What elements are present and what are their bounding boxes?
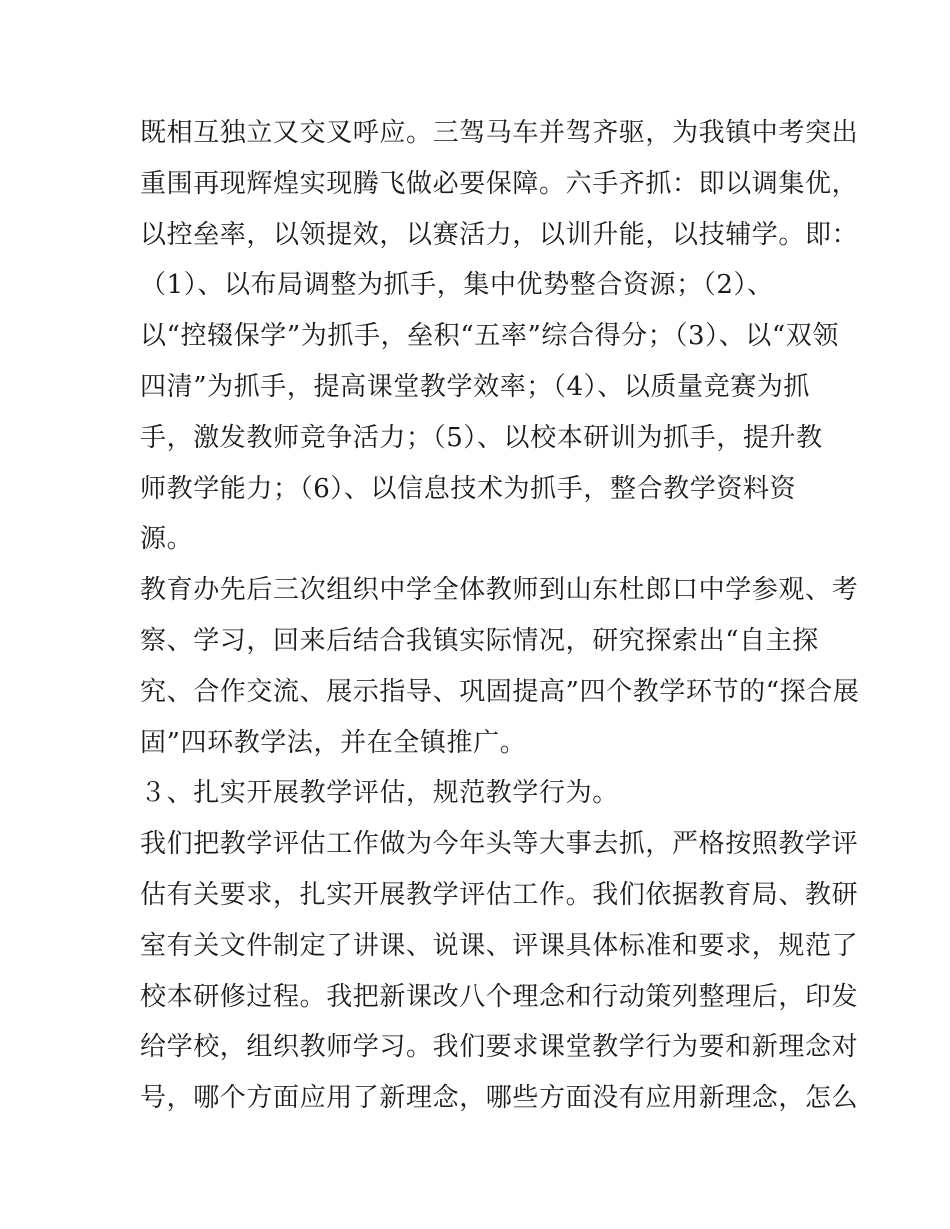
text-line: 既相互独立又交叉呼应。三驾马车并驾齐驱，为我镇中考突出: [140, 118, 859, 148]
text-line: 以“控辍保学”为抓手，垒积“五率”综合得分；（3）、以“双领: [140, 321, 840, 352]
text-line: 源。: [140, 524, 194, 555]
text-line: 手，激发教师竞争活力；（5）、以校本研训为抓手，提升教: [140, 422, 823, 453]
text-line: 号，哪个方面应用了新理念，哪些方面没有应用新理念，怎么: [140, 1083, 859, 1114]
text-line: （1）、以布局调整为抓手，集中优势整合资源；（2）、: [140, 270, 774, 301]
body-text: [140, 108, 860, 1124]
text-line: 给学校，组织教师学习。我们要求课堂教学行为要和新理念对: [140, 1032, 859, 1063]
text-line: 四清”为抓手，提高课堂教学效率；（4）、以质量竞赛为抓: [140, 371, 811, 402]
text-line: 教育办先后三次组织中学全体教师到山东杜郎口中学参观、考: [140, 575, 859, 606]
text-line: 重围再现辉煌实现腾飞做必要保障。六手齐抓：即以调集优，: [140, 168, 859, 199]
text-line: 估有关要求，扎实开展教学评估工作。我们依据教育局、教研: [140, 879, 859, 910]
text-line: 以控垒率，以领提效，以赛活力，以训升能，以技辅学。即：: [140, 219, 859, 250]
section-heading: ３、扎实开展教学评估，规范教学行为。: [140, 778, 619, 809]
text-line: 我们把教学评估工作做为今年头等大事去抓，严格按照教学评: [140, 829, 859, 860]
text-line: 固”四环教学法，并在全镇推广。: [140, 727, 527, 758]
text-line: 室有关文件制定了讲课、说课、评课具体标准和要求，规范了: [140, 930, 859, 961]
text-line: 察、学习，回来后结合我镇实际情况，研究探索出“自主探: [140, 625, 819, 656]
text-line: 究、合作交流、展示指导、巩固提高”四个教学环节的“探合展: [140, 676, 860, 707]
text-line: 师教学能力；（6）、以信息技术为抓手，整合教学资料资: [140, 473, 797, 504]
text-line: 校本研修过程。我把新课改八个理念和行动策列整理后，印发: [140, 981, 859, 1012]
